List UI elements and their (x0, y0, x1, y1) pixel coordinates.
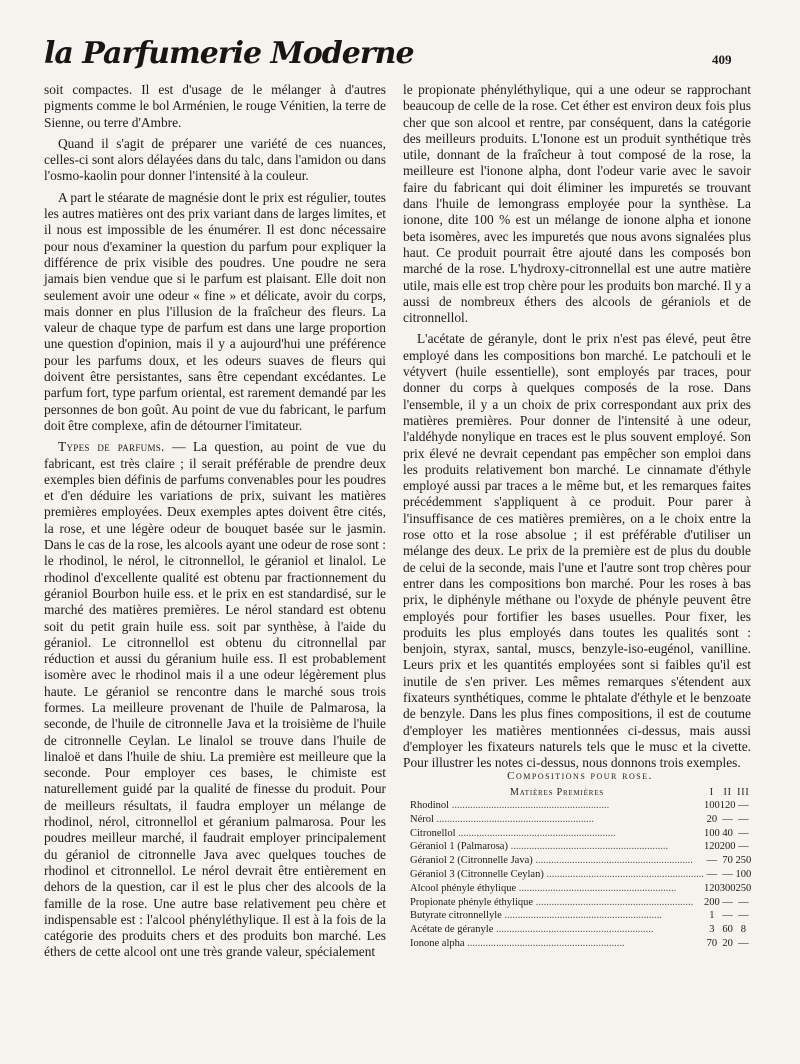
quantity-cell: 20 (706, 813, 718, 825)
quantity-cell: — (738, 896, 749, 908)
quantity-cell: — (722, 910, 733, 922)
masthead-logo: la Parfumerie Moderne (44, 36, 414, 71)
table-row (410, 827, 751, 841)
types-paragraph (44, 439, 386, 961)
column-header: III (737, 787, 750, 798)
right-column (403, 82, 751, 771)
leader-dots: ............................................................ (493, 924, 654, 936)
ingredient-name: Acétate de géranyle (410, 924, 494, 936)
leader-dots: ............................................................ (507, 841, 669, 853)
table-row (410, 923, 751, 937)
ingredient-name: Citronellol (410, 827, 456, 839)
quantity-cell: 300 (719, 882, 736, 894)
quantity-cell: — (738, 841, 749, 853)
composition-table (410, 786, 751, 951)
table-row (410, 813, 751, 827)
ingredient-cell (410, 882, 704, 896)
table-header-row (410, 786, 751, 799)
ingredient-name: Propionate phényle éthylique (410, 896, 534, 908)
ingredient-cell (410, 840, 704, 854)
table-row (410, 896, 751, 910)
leader-dots: ............................................................ (464, 937, 625, 949)
quantity-cell: — (706, 868, 718, 880)
table-row (410, 868, 751, 882)
table-row (410, 882, 751, 896)
quantity-cell: 70 (722, 855, 733, 867)
table-title: Compositions pour rose. (507, 770, 653, 782)
quantity-cell: — (738, 937, 749, 949)
table-row (410, 909, 751, 923)
leader-dots: ............................................................ (455, 827, 616, 839)
left-column (44, 82, 386, 961)
ingredient-name: Nérol (410, 813, 434, 825)
ingredient-name: Ionone alpha (410, 937, 465, 949)
quantity-cell: 3 (709, 924, 715, 936)
paragraph: A part le stéarate de magnésie dont le prix est régulier, toutes les autres matières ont des prix variant dans de larges limites, et il nous est impossible de les énumérer. Il est donc nécessaire pour nous d'examiner la question du parfum pour expliquer la différence de prix visible des poudres. Une poudre ne sera jamais bien vendue que si le parfum est plaisant. Elle doit non seulement avoir une odeur « fine » et délicate, avoir du corps, mais donner en plus l'illusion de la fraîcheur des fleurs. La valeur de chaque type de parfum est dans une large proportion une question d'opinion, mais il y a aujourd'hui une préférence pour les parfums doux, et les odeurs suaves de fleurs qui doivent être persistantes, sans être cependant excédantes. Le parfum fort, type parfum oriental, est rarement demandé par les personnes de bon goût. Au point de vue du fabricant, le parfum doit être complexe, afin de détourner l'imitateur. (44, 189, 386, 433)
quantity-cell: 100 (703, 800, 720, 811)
ingredient-name: Alcool phényle éthylique (410, 882, 517, 894)
quantity-cell: 70 (706, 937, 718, 949)
ingredient-cell (410, 799, 704, 813)
ingredient-name: Géraniol 3 (Citronnelle Ceylan) (410, 868, 544, 880)
column-header: Matières Premières (510, 787, 604, 798)
table-row (410, 937, 751, 951)
table-row (410, 840, 751, 854)
quantity-cell: 120 (703, 882, 720, 894)
paragraph-text: — La question, au point de vue du fabricant, est très claire ; il serait préférable de prendre deux exemples bien définis de parfums convenables pour les poudres et d'en déduire les variations de prix, suivant les matières premières employées. Deux exemples aptes doivent être cités, la rose, et une légère odeur de bouquet basée sur le jasmin. Dans le cas de la rose, les alcools ayant une odeur de rose sont : le rhodinol, le nérol, le citronnellol, le géraniol et linalol. Le rhodinol d'excellente qualité est obtenu par fractionnement du géraniol Bourbon huile ess. et le prix en est standardisé, sur le marché des matières premières. Le nérol standard est obtenu soit du petit grain huile ess. soit par synthèse, à l'aide du géraniol. Le citronnellol est obtenu du citronnellal par réduction et aussi du géranium huile ess. Il est probablement isomère avec le rhodinol mais il a une odeur légèrement plus haute. Le géraniol se rencontre dans le marché sous trois formes. La meilleure provenant de l'huile de Palmarosa, la seconde, de l'huile de citronnelle Java et la troisième de l'huile de citronnelle Ceylan. Le linalol se trouve dans l'huile de linaloë et dans l'huile de shiu. La première est meilleure que la seconde. Pour employer ces bases, le chimiste est naturellement guidé par la qualité de finesse du produit. Pour de meilleurs résultats, il faudra employer un mélange de rhodinol, nérol, citronnellol et géranium palmarosa. Pour les poudres meilleur marché, il faudrait employer principalement du géraniol de citronnelle Java avec quelques touches de rhodinol et citronnellol. Le nérol devrait être entièrement en dehors de la question, car il est le plus cher des alcools de la famille de la rose. Une autre base relativement peu chère et indispensable est : l'alcool phényléthylique. Il est à la fois de la catégorie des produits chers et des produits bon marché. Les éthers de cette alcool ont une très grande valeur, spécialement (44, 439, 386, 960)
ingredient-name: Géraniol 2 (Citronnelle Java) (410, 855, 533, 867)
quantity-cell: — (722, 896, 733, 908)
leader-dots: ............................................................ (501, 910, 662, 922)
quantity-cell: 40 (722, 827, 733, 839)
quantity-cell: 100 (735, 868, 752, 880)
quantity-cell: — (706, 855, 718, 867)
quantity-cell: — (738, 910, 749, 922)
quantity-cell: — (738, 827, 749, 839)
section-heading: Types de parfums. (58, 439, 165, 455)
quantity-cell: 20 (722, 937, 733, 949)
ingredient-name: Géraniol 1 (Palmarosa) (410, 841, 508, 853)
quantity-cell: — (722, 868, 733, 880)
quantity-cell: 200 (719, 841, 736, 853)
ingredient-cell (410, 937, 704, 951)
ingredient-cell (410, 854, 704, 868)
paragraph: soit compactes. Il est d'usage de le mélanger à d'autres pigments comme le bol Arménien, le rouge Vénitien, la terre de Sienne, ou terre d'Ambre. (44, 82, 386, 130)
leader-dots: ............................................................ (533, 896, 694, 908)
quantity-cell: — (722, 813, 733, 825)
paragraph: Quand il s'agit de préparer une variété de ces nuances, celles-ci sont alors délayées dans du talc, dans l'amidon ou dans l'osmo-kaolin pour donner l'intensité à la couleur. (44, 135, 386, 184)
column-header: II (723, 787, 732, 798)
paragraph: le propionate phényléthylique, qui a une odeur se rapprochant beaucoup de celle de la rose. Cet éther est environ deux fois plus cher que son alcool et rentre, par conséquent, dans la catégorie des meilleurs produits. L'Ionone est un produit synthétique très utile, donnant de la fraîcheur à tout composé de la rose, la meilleure est l'ionone alpha, dont l'odeur varie avec le savoir faire du fabricant qui doit éliminer les impuretés se trouvant dans l'huile de lemongrass employée pour la synthèse. La ionone, dite 100 % est un mélange de ionone alpha et ionone beta isomères, avec les impuretés que nous avons signalées plus haut. Ce produit pourrait être ajouté dans les composés bon marché de la rose. L'hydroxy-citronnellal est une autre matière utile, mais elle est trop chère pour les produits bon marché. Il y a aussi de nombreux éthers des alcools de géraniols et de citronnellol. (403, 82, 751, 326)
page-number: 409 (712, 52, 732, 67)
quantity-cell: 100 (703, 827, 720, 839)
table-row (410, 854, 751, 868)
leader-dots: ............................................................ (543, 868, 704, 880)
leader-dots: ............................................................ (449, 800, 610, 811)
leader-dots: ............................................................ (532, 855, 693, 867)
leader-dots: ............................................................ (433, 813, 595, 825)
leader-dots: ............................................................ (516, 882, 677, 894)
ingredient-cell (410, 909, 704, 923)
quantity-cell: 60 (722, 924, 733, 936)
composition-table-block (410, 770, 750, 951)
quantity-cell: 1 (709, 910, 715, 922)
ingredient-name: Butyrate citronnellyle (410, 910, 502, 922)
quantity-cell: 200 (703, 896, 720, 908)
quantity-cell: 120 (703, 841, 720, 853)
quantity-cell: 250 (735, 882, 752, 894)
column-header: I (709, 787, 714, 798)
paragraph: L'acétate de géranyle, dont le prix n'est pas élevé, peut être employé dans les compositions bon marché. Le patchouli et le vétyvert (huile essentielle), sont employés par traces, pour donner du corps à quelques composés de la rose. Dans l'ensemble, il y a un choix de prix correspondant aux prix des matières premières. Pour donner de l'intensité à une odeur, l'aldéhyde nonylique en traces est le plus souvent employé. Son prix élevé ne devrait cependant pas empêcher son emploi dans les produits relativement bon marché. Le cinnamate d'éthyle employé aussi par traces a le même but, et les remarques faites précédemment s'appliquent à ce produit. Pour parer à l'insuffisance de ces matières premières, on a le choix entre la rose otto et la rose absolue ; il est préférable d'utiliser un mélange des deux. Le prix de la première est de plus du double de celui de la seconde, mais l'une et l'autre sont trop chères pour entrer dans les compositions bon marché. Pour les roses à bas prix, le diphényle méthane ou l'oxyde de phényle peuvent être employés pour fortifier les bases usuelles. Pour fixer, les produits les plus employés dans toutes les qualités sont : benjoin, styrax, santal, muscs, benzyle-iso-eugénol, vanilline. Leurs prix et les quantités employées sont si faibles qu'il est inutile de s'en priver. Les mêmes remarques s'étendent aux fixateurs synthétiques, comme le phtalate d'éthyle et le benzoate de benzyle. Dans les plus fines compositions, il est de coutume d'employer les matières mentionnées ci-dessus, mais aussi d'employer les fixateurs naturels tels que le musc et la civette. Pour illustrer les notes ci-dessus, nous donnons trois exemples. (403, 331, 751, 771)
ingredient-cell (410, 923, 704, 937)
ingredient-cell (410, 813, 704, 827)
ingredient-cell (410, 827, 704, 841)
ingredient-cell (410, 896, 704, 910)
table-row (410, 799, 751, 813)
ingredient-name: Rhodinol (410, 800, 450, 811)
quantity-cell: 8 (740, 924, 746, 936)
table-body (410, 799, 751, 951)
quantity-cell: — (738, 800, 749, 811)
quantity-cell: — (738, 813, 749, 825)
quantity-cell: 250 (735, 855, 752, 867)
ingredient-cell (410, 868, 704, 882)
quantity-cell: 120 (719, 800, 736, 811)
